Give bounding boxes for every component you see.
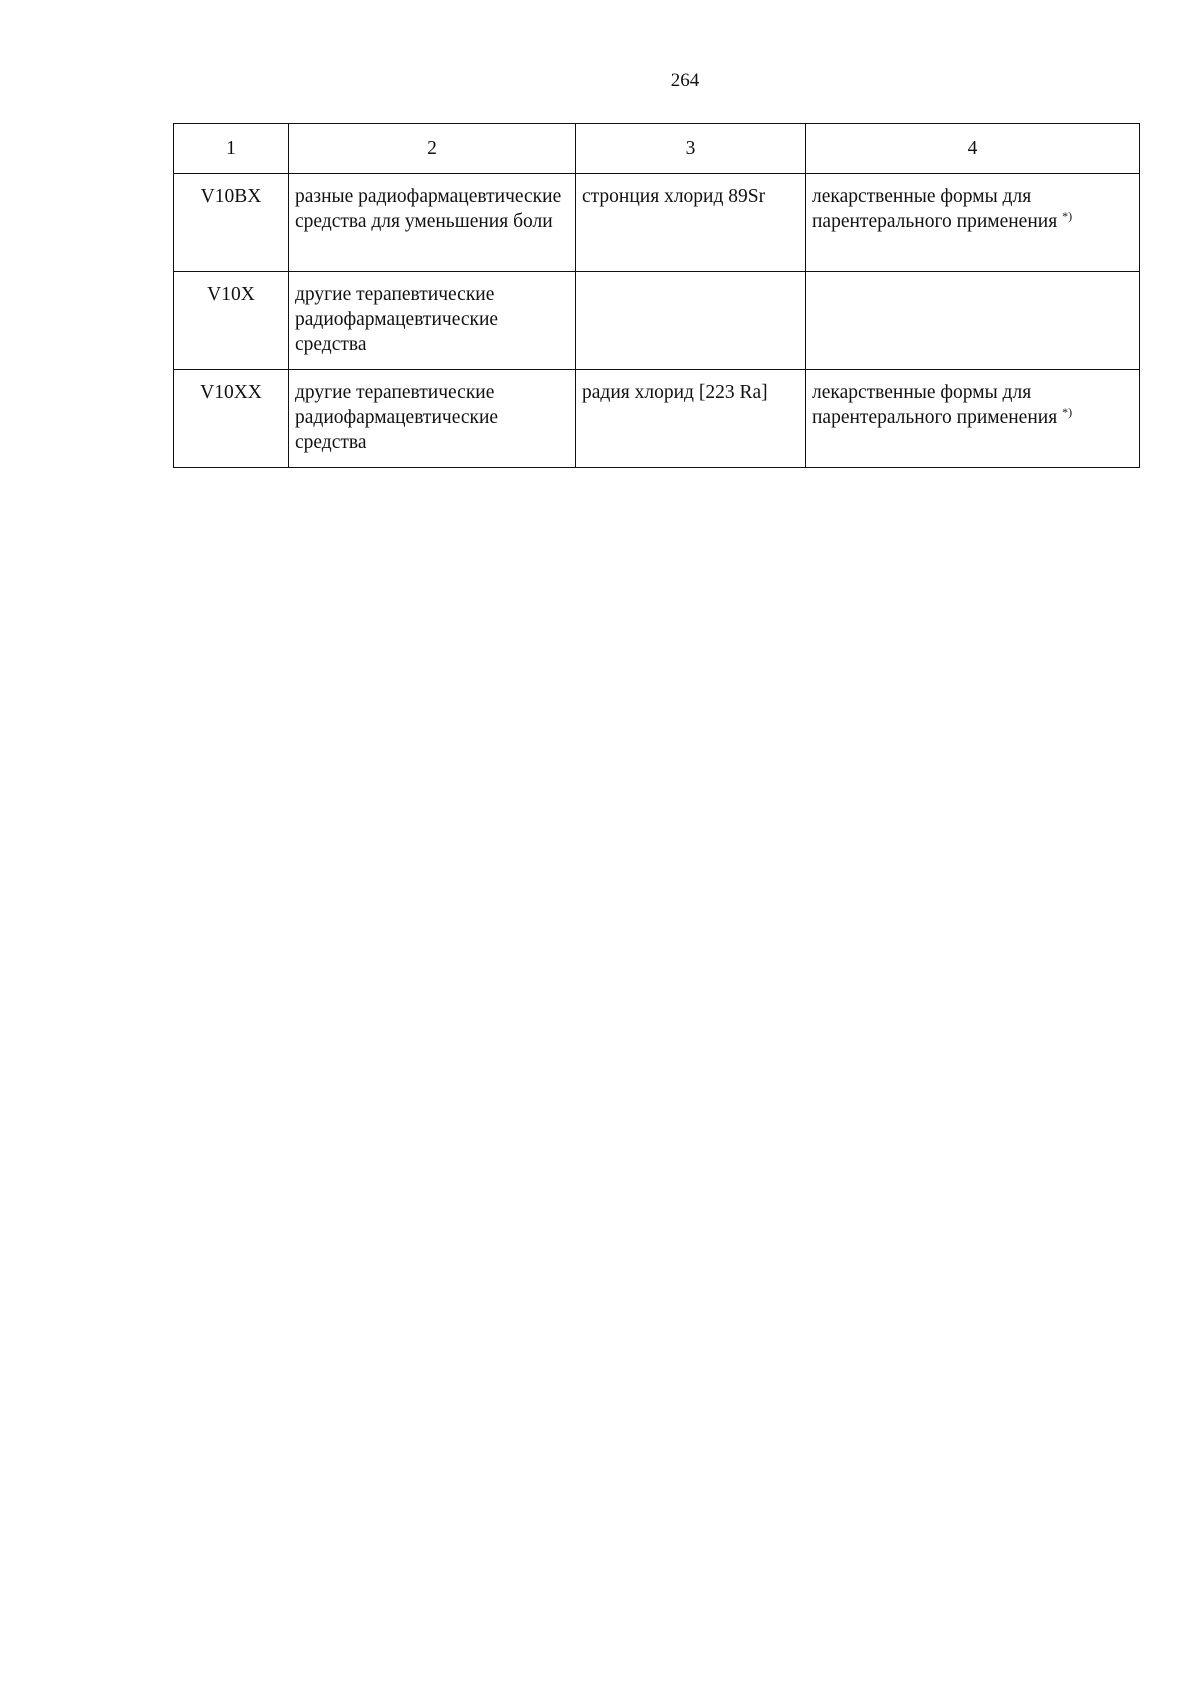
- column-header-3: 3: [576, 124, 806, 174]
- column-header-2: 2: [289, 124, 576, 174]
- dosage-form-cell: [806, 272, 1140, 370]
- substance-cell: [576, 272, 806, 370]
- atc-code-cell: V10BX: [174, 174, 289, 272]
- table-row: [174, 174, 1140, 272]
- group-cell: другие терапевтические радиофармацевтические средства: [289, 272, 576, 370]
- column-header-4: 4: [806, 124, 1140, 174]
- substance-cell: радия хлорид [223 Ra]: [576, 370, 806, 468]
- table-row: [174, 272, 1140, 370]
- table-header-row: [174, 124, 1140, 174]
- column-header-1: 1: [174, 124, 289, 174]
- footnote-mark: *): [1062, 209, 1073, 223]
- dosage-form-text: лекарственные формы для парентерального применения: [812, 186, 1058, 232]
- dosage-form-cell: [806, 370, 1140, 468]
- group-cell: другие терапевтические радиофармацевтические средства: [289, 370, 576, 468]
- table-row: [174, 370, 1140, 468]
- drug-table: [173, 123, 1140, 468]
- dosage-form-text: лекарственные формы для парентерального применения: [812, 382, 1058, 428]
- footnote-mark: *): [1062, 405, 1073, 419]
- atc-code-cell: V10XX: [174, 370, 289, 468]
- substance-cell: стронция хлорид 89Sr: [576, 174, 806, 272]
- page-number: 264: [670, 70, 700, 91]
- group-cell: разные радиофармацевтические средства для уменьшения боли: [289, 174, 576, 272]
- atc-code-cell: V10X: [174, 272, 289, 370]
- dosage-form-cell: [806, 174, 1140, 272]
